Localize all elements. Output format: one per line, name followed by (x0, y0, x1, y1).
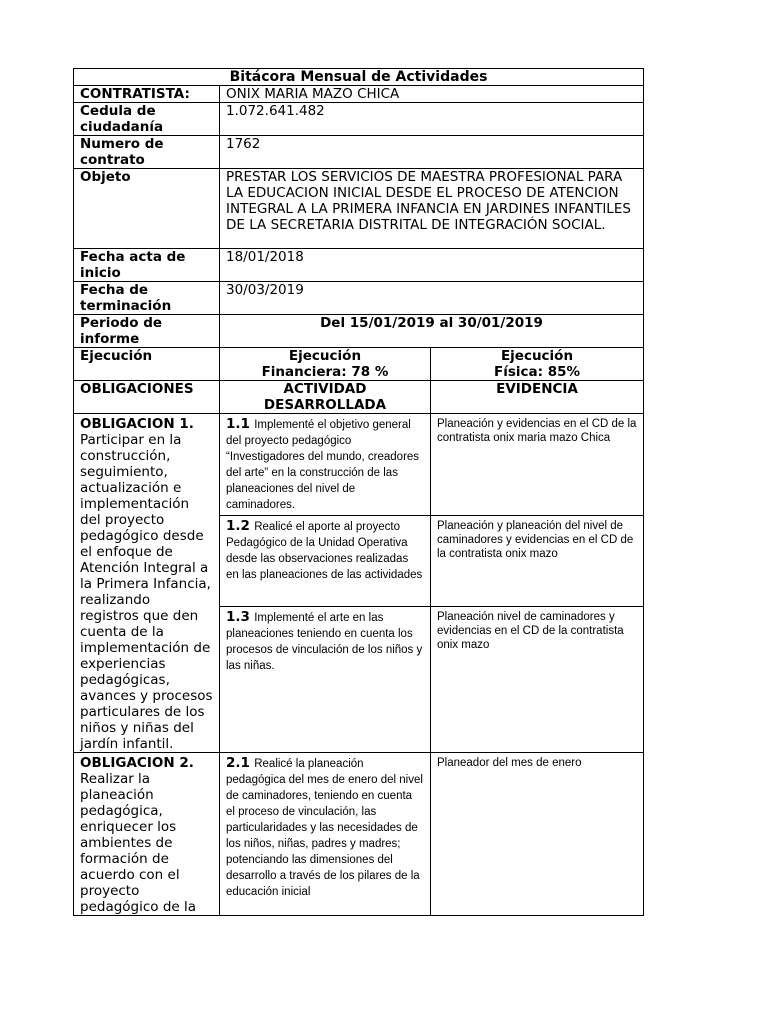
actividad-header: ACTIVIDAD DESARROLLADA (220, 381, 431, 414)
title-row (74, 69, 644, 86)
actividad-1-3 (220, 606, 431, 752)
actividad-number: 2.1 (226, 755, 250, 771)
numero-value: 1762 (220, 136, 644, 169)
evidencia-1-1: Planeación y evidencias en el CD de la contratista onix maria mazo Chica (431, 414, 644, 516)
ejecucion-financiera: Ejecución Financiera: 78 % (220, 348, 431, 381)
obligacion-1-title: OBLIGACION 1. (80, 416, 194, 432)
fecha-terminacion-value: 30/03/2019 (220, 282, 644, 315)
obligacion-2-title: OBLIGACION 2. (80, 755, 194, 771)
fecha-terminacion-label: Fecha de terminación (74, 282, 220, 315)
obligaciones-header: OBLIGACIONES (74, 381, 220, 414)
ejecucion-row (74, 348, 644, 381)
evidencia-1-2: Planeación y planeación del nivel de caminadores y evidencias en el CD de la contratista onix mazo (431, 516, 644, 607)
ejecucion-label: Ejecución (74, 348, 220, 381)
evidencia-2-1: Planeador del mes de enero (431, 753, 644, 916)
cedula-row (74, 103, 644, 136)
document-title: Bitácora Mensual de Actividades (74, 69, 644, 86)
actividad-text: Implementé el arte en las planeaciones teniendo en cuenta los procesos de vinculación de los niños y las niñas. (226, 611, 423, 672)
objeto-value: PRESTAR LOS SERVICIOS DE MAESTRA PROFESIONAL PARA LA EDUCACION INICIAL DESDE EL PROCESO DE ATENCION INTEGRAL A LA PRIMERA INFANCIA EN JARDINES INFANTILES DE LA SECRETARIA DISTRITAL DE INTEGRACIÓN SOCIAL. (220, 169, 644, 249)
cedula-value: 1.072.641.482 (220, 103, 644, 136)
actividad-text: Realicé el aporte al proyecto Pedagógico de la Unidad Operativa desde las observaciones realizadas en las planeaciones de las actividades (226, 521, 423, 581)
actividad-2-1 (220, 753, 431, 916)
objeto-label: Objeto (74, 169, 220, 249)
actividad-number: 1.1 (226, 416, 250, 432)
obligacion-2-cell (74, 753, 220, 916)
obligacion-2-row-1 (74, 753, 644, 916)
periodo-label: Periodo de informe (74, 315, 220, 348)
cedula-label: Cedula de ciudadanía (74, 103, 220, 136)
obligacion-1-text: Participar en la construcción, seguimiento, actualización e implementación del proyecto pedagógico desde el enfoque de Atención Integral a la Primera Infancia, realizando registros que den cuenta de la implementación de experiencias pedagógicas, avances y procesos particulares de los niños y niñas del jardín infantil. (80, 432, 213, 752)
activity-log-table (73, 68, 644, 916)
ejecucion-fisica: Ejecución Física: 85% (431, 348, 644, 381)
contratista-value: ONIX MARIA MAZO CHICA (220, 86, 644, 103)
numero-row (74, 136, 644, 169)
periodo-row (74, 315, 644, 348)
fecha-inicio-value: 18/01/2018 (220, 249, 644, 282)
periodo-value: Del 15/01/2019 al 30/01/2019 (220, 315, 644, 348)
fecha-terminacion-row (74, 282, 644, 315)
obligaciones-header-row (74, 381, 644, 414)
activity-log-document (73, 68, 643, 916)
contratista-label: CONTRATISTA: (74, 86, 220, 103)
obligacion-2-text: Realizar la planeación pedagógica, enriquecer los ambientes de formación de acuerdo con el proyecto pedagógico de la (80, 771, 197, 915)
actividad-1-1 (220, 414, 431, 516)
objeto-row (74, 169, 644, 249)
actividad-number: 1.3 (226, 608, 250, 625)
actividad-number: 1.2 (226, 518, 250, 534)
fecha-inicio-row (74, 249, 644, 282)
actividad-text: Implementé el objetivo general del proyecto pedagógico “Investigadores del mundo, creadores del arte” en la construcción de las planeaciones del nivel de caminadores. (226, 419, 420, 511)
numero-label: Numero de contrato (74, 136, 220, 169)
contratista-row (74, 86, 644, 103)
actividad-1-2 (220, 516, 431, 607)
fecha-inicio-label: Fecha acta de inicio (74, 249, 220, 282)
evidencia-1-3: Planeación nivel de caminadores y evidencias en el CD de la contratista onix mazo (431, 606, 644, 752)
obligacion-1-cell (74, 414, 220, 753)
obligacion-1-row-1 (74, 414, 644, 516)
evidencia-header: EVIDENCIA (431, 381, 644, 414)
actividad-text: Realicé la planeación pedagógica del mes de enero del nivel de caminadores, teniendo en cuenta el proceso de vinculación, las particularidades y las necesidades de los niños, niñas, padres y madres; potenciando las dimensiones del desarrollo a través de los pilares de la educación inicial (226, 758, 423, 898)
